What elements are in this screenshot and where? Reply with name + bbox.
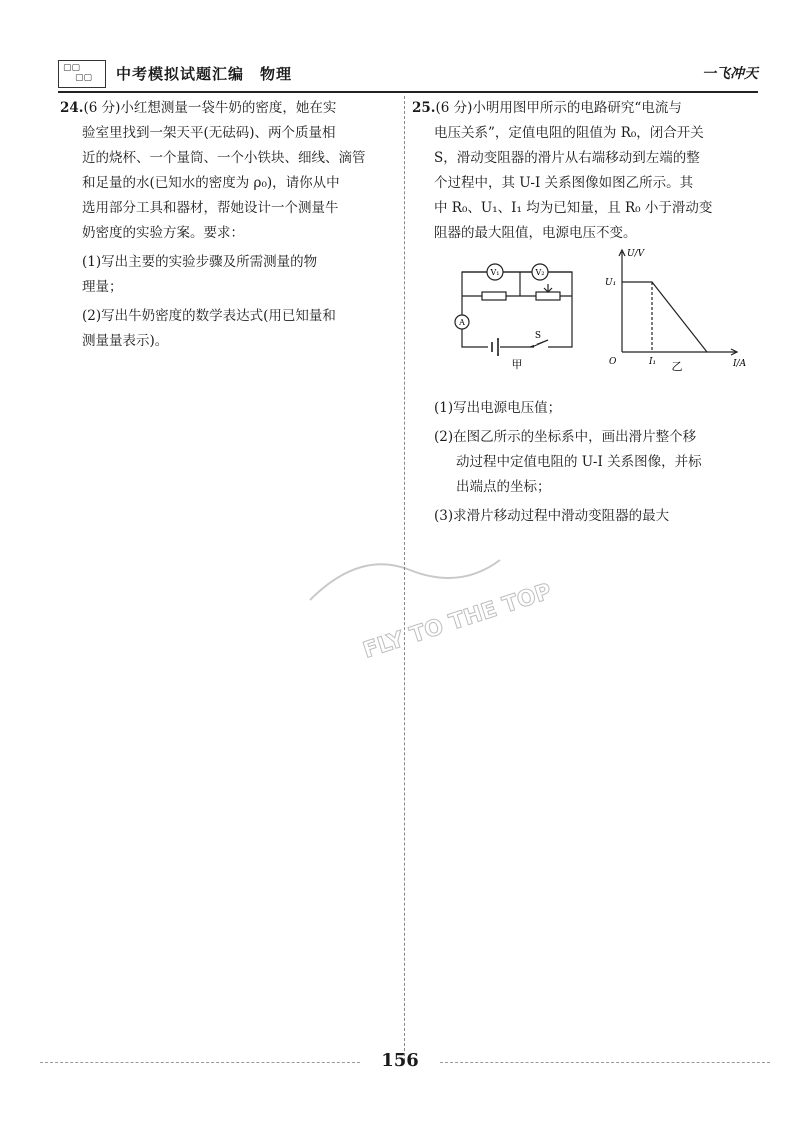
q24-line-1: (6 分)小红想测量一袋牛奶的密度，她在实 [83,100,337,116]
q24-req1-line-1: (1)写出主要的实验步骤及所需测量的物 [82,254,318,270]
origin-label: O [609,357,617,367]
q24-line-4: 和足量的水(已知水的密度为 ρ₀)，请你从中 [82,175,340,191]
q24-line-3: 近的烧杯、一个量筒、一个小铁块、细线、滴管 [82,150,366,166]
q24-line-5: 选用部分工具和器材，帮她设计一个测量牛 [82,200,339,216]
ammeter-label: A [459,318,465,327]
header-rule [58,91,758,93]
q25-sub-1: (1)写出电源电压值； [434,400,562,416]
q25-line-2: 电压关系”，定值电阻的阻值为 R₀，闭合开关 [434,125,704,141]
ui-line [622,282,707,352]
rheostat-icon [536,292,560,300]
q25-sub-2 [412,425,752,500]
v2-label: V₂ [535,268,545,277]
q25-sub2-line-1: (2)在图乙所示的坐标系中，画出滑片整个移 [434,429,697,445]
circuit-wire [462,272,572,347]
q25-stem [412,96,752,246]
q24-line-2: 验室里找到一架天平(无砝码)、两个质量相 [82,125,336,141]
switch-label: S [534,331,542,341]
watermark-text: FLY TO THE TOP [360,579,550,660]
q25-line-1: (6 分)小明用图甲所示的电路研究“电流与 [435,100,682,116]
q24-number: 24. [60,100,84,116]
q24-req2-line-1: (2)写出牛奶密度的数学表达式(用已知量和 [82,308,336,324]
header-title: 中考模拟试题汇编 物理 [116,65,293,83]
resistor-icon [482,292,506,300]
q25-sub2-line-3: 出端点的坐标； [456,479,551,495]
q24-stem [60,96,398,246]
q24-requirement-1 [60,250,398,300]
q24-req2-line-2: 测量量表示)。 [82,333,169,349]
ui-graph [597,242,747,372]
q24-req1-line-2: 理量； [82,279,123,295]
page-number: 156 [381,1050,419,1071]
page-header [58,55,758,93]
q25-line-3: S，滑动变阻器的滑片从右端移动到左端的整 [434,150,700,166]
v1-label: V₁ [490,268,500,277]
q25-line-5: 中 R₀、U₁、I₁ 均为已知量，且 R₀ 小于滑动变 [434,200,713,216]
q25-line-6: 阻器的最大阻值，电源电压不变。 [434,225,637,241]
y-axis-label: U/V [627,249,645,259]
q24-requirement-2 [60,304,398,354]
footer-rule-right [440,1062,770,1063]
graph-caption: 乙 [671,360,683,372]
question-25 [412,96,752,529]
q24-line-6: 奶密度的实验方案。要求： [82,225,244,241]
q25-sub-3: (3)求滑片移动过程中滑动变阻器的最大 [434,508,670,524]
q25-figures [412,249,752,392]
watermark [300,530,550,664]
x-axis-label: I/A [733,359,747,369]
u1-label: U₁ [605,278,617,288]
watermark-logo [300,530,550,660]
q25-number: 25. [412,100,436,116]
i1-label: I₁ [649,357,657,367]
circuit-caption: 甲 [511,358,523,371]
footer-rule-left [40,1062,360,1063]
header-brand: 一飞冲天 [702,66,758,82]
question-24 [60,96,398,354]
circuit-diagram [452,252,582,372]
q25-sub2-line-2: 动过程中定值电阻的 U-I 关系图像，并标 [456,454,702,470]
q25-line-4: 个过程中，其 U-I 关系图像如图乙所示。其 [434,175,694,191]
series-logo: ▢▢ ▢▢ [58,60,106,88]
